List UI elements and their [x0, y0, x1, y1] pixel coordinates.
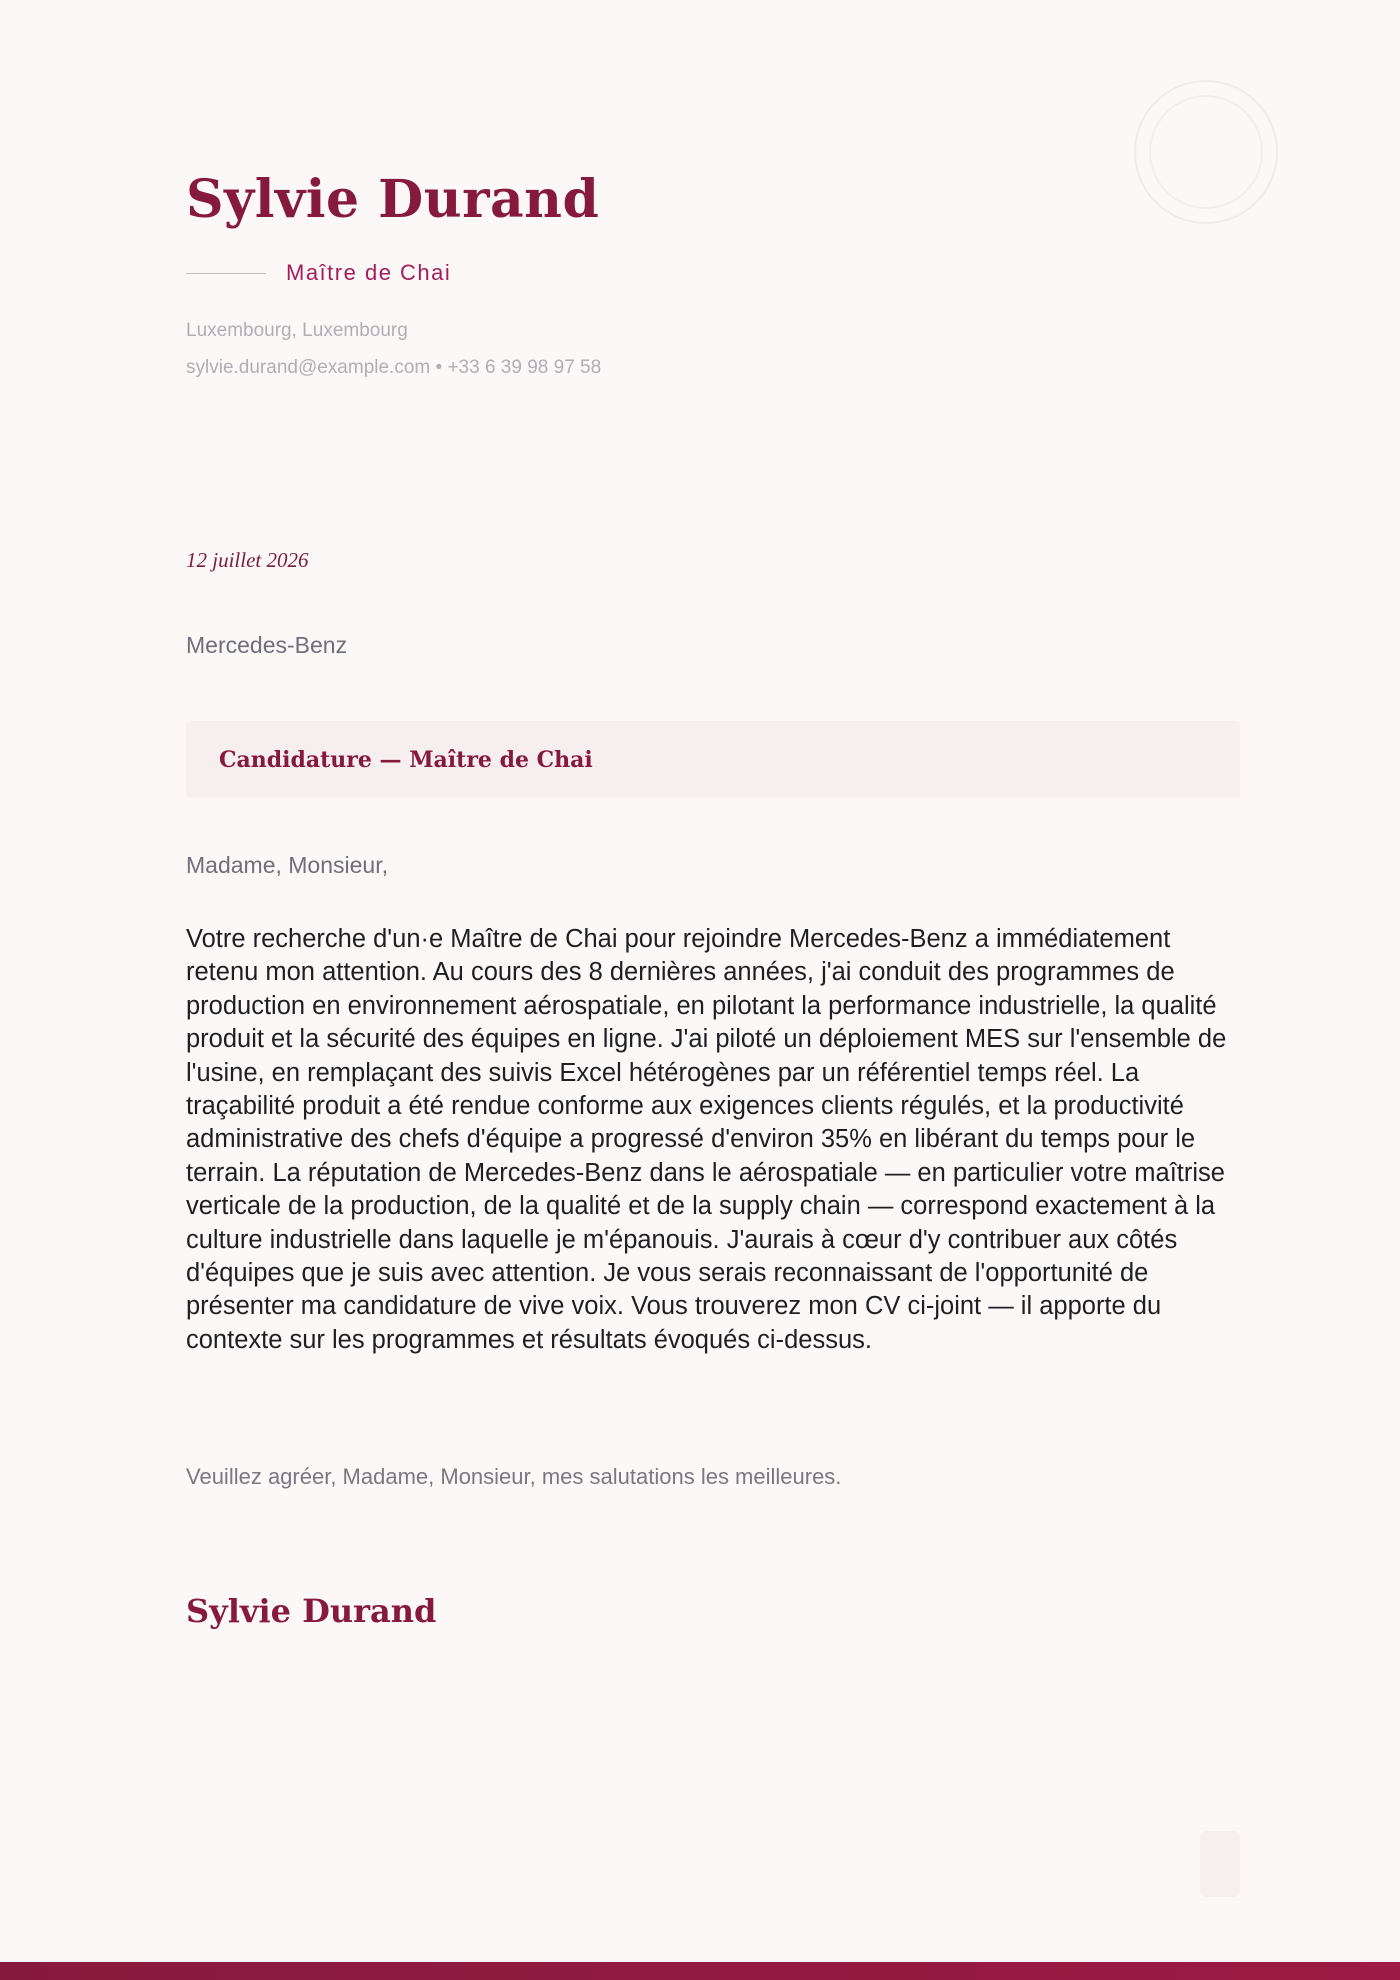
subject-box	[186, 721, 1240, 798]
decorative-circle-inner	[1149, 95, 1263, 209]
sender-location: Luxembourg, Luxembourg	[186, 320, 408, 341]
role-row	[186, 257, 451, 289]
signature: Sylvie Durand	[186, 1592, 437, 1630]
job-title: Maître de Chai	[286, 260, 452, 285]
contact-separator: •	[435, 357, 443, 378]
sender-name: Sylvie Durand	[186, 169, 600, 230]
letter-body: Votre recherche d'un·e Maître de Chai pour rejoindre Mercedes-Benz a immédiatement retenu mon attention. Au cours des 8 dernières années, j'ai conduit des programmes de production en environnement aérospatiale, en pilotant la performance industrielle, la qualité produit et la sécurité des équipes en ligne. J'ai piloté un déploiement MES sur l'ensemble de l'usine, en remplaçant des suivis Excel hétérogènes par un référentiel temps réel. La traçabilité produit a été rendue conforme aux exigences clients régulés, et la productivité administrative des chefs d'équipe a progressé d'environ 35% en libérant du temps pour le terrain. La réputation de Mercedes-Benz dans le aérospatiale — en particulier votre maîtrise verticale de la production, de la qualité et de la supply chain — correspond exactement à la culture industrielle dans laquelle je m'épanouis. J'aurais à cœur d'y contribuer aux côtés d'équipes que je suis avec attention. Je vous serais reconnaissant de l'opportunité de présenter ma candidature de vive voix. Vous trouverez mon CV ci-joint — il apporte du contexte sur les programmes et résultats évoqués ci-dessus.	[186, 925, 1227, 1354]
closing-formula: Veuillez agréer, Madame, Monsieur, mes salutations les meilleures.	[186, 1464, 842, 1489]
decorative-corner-tab	[1200, 1831, 1240, 1897]
sender-email: sylvie.durand@example.com	[186, 357, 431, 378]
sender-phone: +33 6 39 98 97 58	[447, 357, 602, 378]
role-divider	[186, 273, 266, 274]
contact-line	[186, 356, 601, 380]
salutation: Madame, Monsieur,	[186, 852, 388, 878]
subject-line: Candidature — Maître de Chai	[219, 746, 593, 773]
footer-bar	[0, 1962, 1400, 1980]
letter-date: 12 juillet 2026	[186, 548, 309, 572]
recipient-company: Mercedes-Benz	[186, 632, 348, 658]
